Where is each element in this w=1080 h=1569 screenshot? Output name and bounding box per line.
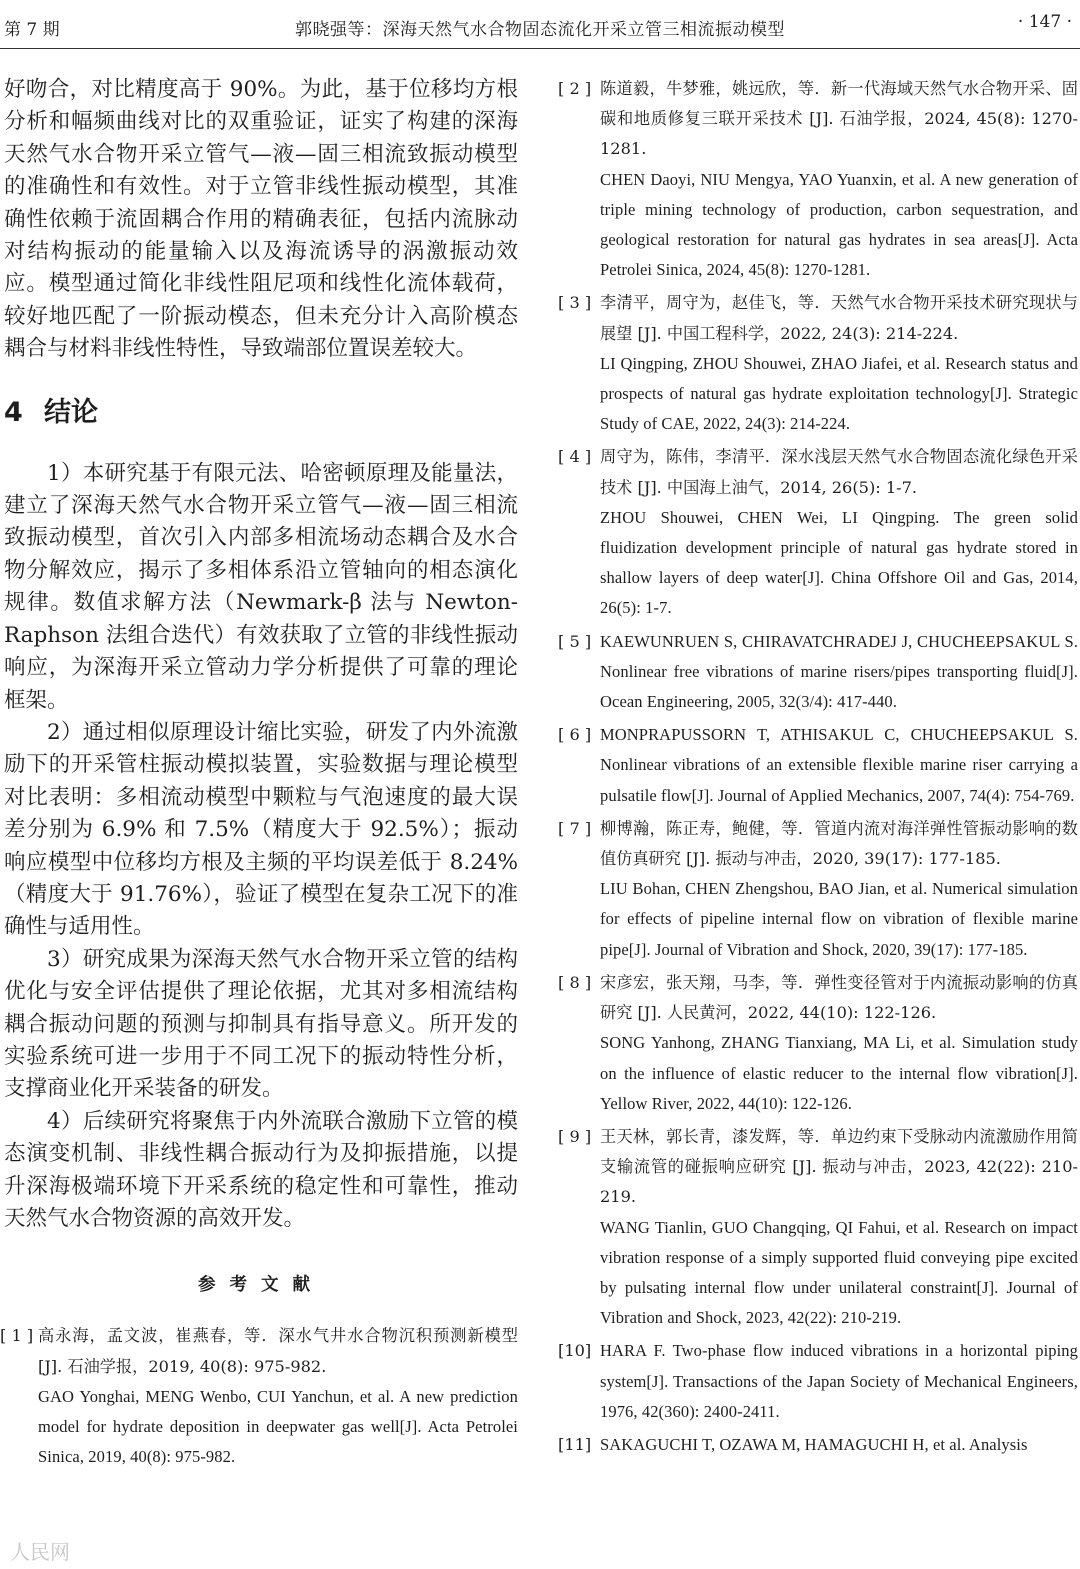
reference-number: [ 3 ]	[558, 293, 592, 313]
reference-chinese: 柳博瀚，陈正寿，鲍健，等．管道内流对海洋弹性管振动影响的数值仿真研究 [J]. 振动与冲击，2020, 39(17): 177-185.	[600, 818, 1078, 869]
conclusion-paragraph: 2）通过相似原理设计缩比实验，研发了内外流激励下的开采管柱振动模拟装置，实验数据与理论模型对比表明：多相流动模型中颗粒与气泡速度的最大误差分别为 6.9% 和 7.5%（精度大于 92.5%）；振动响应模型中位移均方根及主频的平均误差低于 8.24%（精度大于 91.76%），验证了模型在复杂工况下的准确性与适用性。	[4, 719, 518, 940]
reference-english: MONPRAPUSSORN T, ATHISAKUL C, CHUCHEEPSAKUL S. Nonlinear vibrations of an extensible flexible marine riser carrying a pulsatile flow[J]. Journal of Applied Mechanics, 2007, 74(4): 754-769.	[600, 725, 1078, 805]
section-title: 结论	[44, 396, 98, 428]
reference-english: LI Qingping, ZHOU Shouwei, ZHAO Jiafei, et al. Research status and prospects of natural gas hydrate exploitation technology[J]. Strategic Study of CAE, 2022, 24(3): 214-224.	[600, 353, 1078, 434]
left-column	[0, 74, 518, 1472]
conclusion-paragraph: 3）研究成果为深海天然气水合物开采立管的结构优化与安全评估提供了理论依据，尤其对多相流结构耦合振动问题的预测与抑制具有指导意义。所开发的实验系统可进一步用于不同工况下的振动特性分析，支撑商业化开采装备的研发。	[4, 946, 518, 1102]
reference-number: [ 1 ]	[0, 1326, 34, 1346]
page-number: · 147 ·	[1017, 12, 1072, 32]
reference-english: HARA F. Two-phase flow induced vibrations in a horizontal piping system[J]. Transactions of the Japan Society of Mechanical Engineers, 1976, 42(360): 2400-2411.	[600, 1341, 1078, 1421]
reference-english: GAO Yonghai, MENG Wenbo, CUI Yanchun, et al. A new prediction model for hydrate deposition in deepwater gas well[J]. Acta Petrolei Sinica, 2019, 40(8): 975-982.	[38, 1386, 518, 1467]
running-header	[0, 0, 1080, 49]
reference-item	[558, 74, 1078, 285]
reference-english: SONG Yanhong, ZHANG Tianxiang, MA Li, et al. Simulation study on the influence of elastic reducer to the internal flow vibration[J]. Yellow River, 2022, 44(10): 122-126.	[600, 1033, 1078, 1113]
reference-number: [ 8 ]	[558, 972, 592, 992]
reference-chinese: 王天林，郭长青，漆发辉，等．单边约束下受脉动内流激励作用简支输流管的碰振响应研究 [J]. 振动与冲击，2023, 42(22): 210-219.	[600, 1126, 1078, 1207]
paragraph-continuation: 好吻合，对比精度高于 90%。为此，基于位移均方根分析和幅频曲线对比的双重验证，证实了构建的深海天然气水合物开采立管气—液—固三相流致振动模型的准确性和有效性。对于立管非线性振动模型，其准确性依赖于流固耦合作用的精确表征，包括内流脉动对结构振动的能量输入以及海流诱导的涡激振动效应。模型通过简化非线性阻尼项和线性化流体载荷，较好地匹配了一阶振动模态，但未充分计入高阶模态耦合与材料非线性特性，导致端部位置误差较大。	[4, 77, 518, 362]
reference-item	[558, 288, 1078, 439]
reference-number: [ 4 ]	[558, 447, 592, 467]
reference-item	[558, 442, 1078, 623]
watermark: 人民网	[10, 1540, 70, 1564]
conclusion-paragraph: 1）本研究基于有限元法、哈密顿原理及能量法，建立了深海天然气水合物开采立管气—液—固三相流致振动模型，首次引入内部多相流场动态耦合及水合物分解效应，揭示了多相体系沿立管轴向的相态演化规律。数值求解方法（Newmark-β 法与 Newton-Raphson 法组合迭代）有效获取了立管的非线性振动响应，为深海开采立管动力学分析提供了可靠的理论框架。	[4, 460, 518, 713]
reference-chinese: 宋彦宏，张天翔，马李，等．弹性变径管对于内流振动影响的仿真研究 [J]. 人民黄河，2022, 44(10): 122-126.	[600, 972, 1078, 1023]
reference-number: [10]	[558, 1341, 592, 1361]
reference-chinese: 陈道毅，牛梦雅，姚远欣，等．新一代海域天然气水合物开采、固碳和地质修复三联开采技术 [J]. 石油学报，2024, 45(8): 1270-1281.	[600, 79, 1078, 159]
reference-english: CHEN Daoyi, NIU Mengya, YAO Yuanxin, et al. A new generation of triple mining technology of production, carbon sequestration, and geological restoration for natural gas hydrates in sea areas[J]. Acta Petrolei Sinica, 2024, 45(8): 1270-1281.	[600, 169, 1078, 280]
reference-item	[558, 968, 1078, 1119]
reference-chinese: 李清平，周守为，赵佳飞，等．天然气水合物开采技术研究现状与展望 [J]. 中国工程科学，2022, 24(3): 214-224.	[600, 293, 1078, 343]
reference-number: [ 2 ]	[558, 79, 592, 98]
conclusion-paragraph: 4）后续研究将聚焦于内外流联合激励下立管的模态演变机制、非线性耦合振动行为及抑振措施，以提升深海极端环境下开采系统的稳定性和可靠性，推动天然气水合物资源的高效开发。	[4, 1108, 518, 1231]
reference-chinese: 周守为，陈伟，李清平．深水浅层天然气水合物固态流化绿色开采技术 [J]. 中国海上油气，2014, 26(5): 1-7.	[600, 447, 1078, 497]
reference-chinese: 高永海，孟文波，崔燕春，等．深水气井水合物沉积预测新模型 [J]. 石油学报，2019, 40(8): 975-982.	[38, 1326, 518, 1376]
right-column	[558, 74, 1078, 1463]
issue-number: 第 7 期	[4, 20, 60, 40]
running-title: 郭晓强等：深海天然气水合物固态流化开采立管三相流振动模型	[295, 20, 785, 40]
reference-english: LIU Bohan, CHEN Zhengshou, BAO Jian, et al. Numerical simulation for effects of pipeline internal flow on vibration of flexible marine pipe[J]. Journal of Vibration and Shock, 2020, 39(17): 177-185.	[600, 879, 1078, 959]
reference-number: [ 9 ]	[558, 1126, 592, 1146]
references-heading: 参考文献	[198, 1275, 324, 1296]
reference-item	[0, 1321, 518, 1472]
reference-number: [ 7 ]	[558, 818, 592, 838]
reference-item	[558, 720, 1078, 811]
reference-english: WANG Tianlin, GUO Changqing, QI Fahui, et al. Research on impact vibration response of a simply supported fluid conveying pipe excited by pulsating internal flow under unilateral constraint[J]. Journal of Vibration and Shock, 2023, 42(22): 210-219.	[600, 1217, 1078, 1328]
reference-number: [ 5 ]	[558, 631, 592, 651]
reference-item	[558, 1430, 1078, 1460]
reference-number: [ 6 ]	[558, 725, 592, 745]
reference-item	[558, 1336, 1078, 1427]
reference-item	[558, 627, 1078, 718]
reference-item	[558, 814, 1078, 965]
reference-english: SAKAGUCHI T, OZAWA M, HAMAGUCHI H, et al. Analysis	[600, 1434, 1028, 1454]
reference-number: [11]	[558, 1434, 592, 1454]
section-number: 4	[4, 396, 23, 428]
reference-english: ZHOU Shouwei, CHEN Wei, LI Qingping. The green solid fluidization development principle of natural gas hydrate stored in shallow layers of deep water[J]. China Offshore Oil and Gas, 2014, 26(5): 1-7.	[600, 507, 1078, 618]
reference-item	[558, 1122, 1078, 1333]
section-heading	[4, 394, 518, 432]
reference-english: KAEWUNRUEN S, CHIRAVATCHRADEJ J, CHUCHEEPSAKUL S. Nonlinear free vibrations of marine risers/pipes transporting fluid[J]. Ocean Engineering, 2005, 32(3/4): 417-440.	[600, 631, 1078, 712]
